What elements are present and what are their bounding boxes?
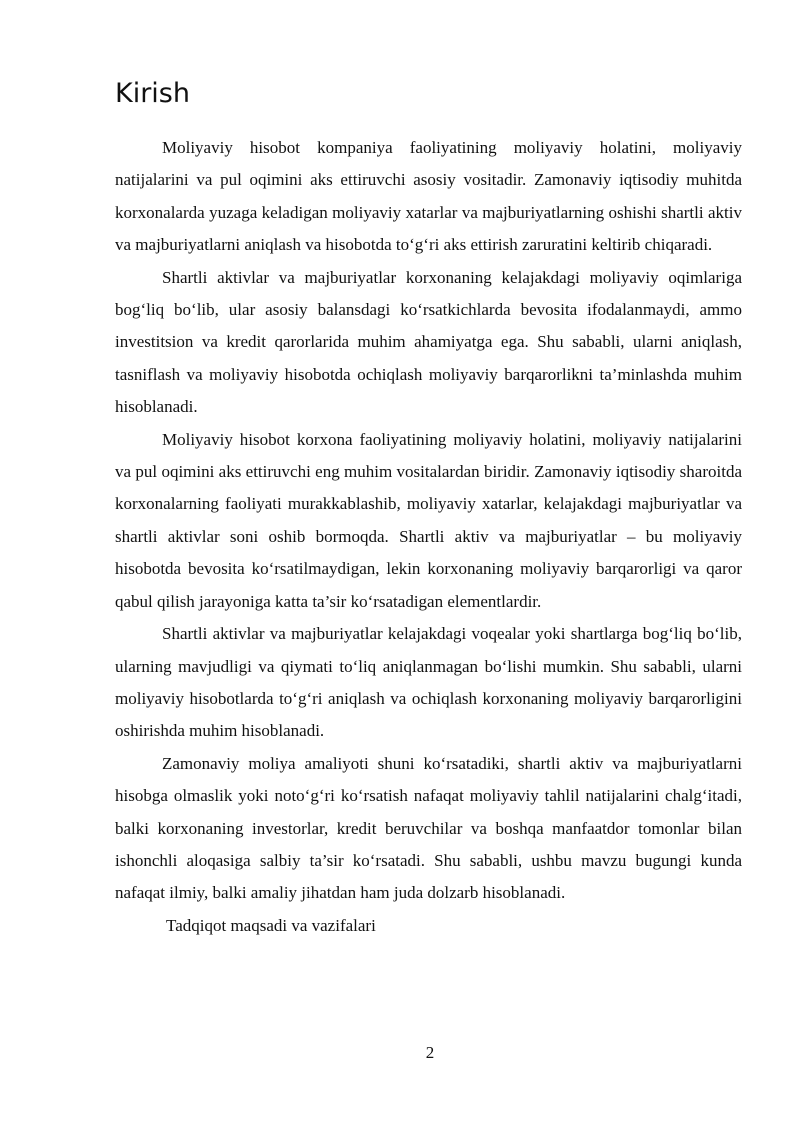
- paragraph: Moliyaviy hisobot korxona faoliyatining moliyaviy holatini, moliyaviy natijalarini va pul oqimini aks ettiruvchi eng muhim vositalardan biridir. Zamonaviy iqtisodiy sharoitda korxonalarning faoliyati murakkablashib, moliyaviy xatarlar, kelajakdagi majburiyatlar va shartli aktivlar soni oshib bormoqda. Shartli aktiv va majburiyatlar – bu moliyaviy hisobotda bevosita ko‘rsatilmaydigan, lekin korxonaning moliyaviy barqarorligi va qaror qabul qilish jarayoniga katta ta’sir ko‘rsatadigan elementlardir.: [115, 429, 742, 611]
- paragraph: Zamonaviy moliya amaliyoti shuni ko‘rsatadiki, shartli aktiv va majburiyatlarni hisobga olmaslik yoki noto‘g‘ri ko‘rsatish nafaqat moliyaviy tahlil natijalarini chalg‘itadi, balki korxonaning investorlar, kredit beruvchilar va boshqa manfaatdor tomonlar bilan ishonchli aloqasiga salbiy ta’sir ko‘rsatadi. Shu sababli, ushbu mavzu bugungi kunda nafaqat ilmiy, balki amaliy jihatdan ham juda dolzarb hisoblanadi.: [115, 753, 742, 903]
- page-number: 2: [425, 1043, 435, 1062]
- body-text: [115, 132, 742, 942]
- paragraph: Shartli aktivlar va majburiyatlar kelajakdagi voqealar yoki shartlarga bog‘liq bo‘lib, ularning mavjudligi va qiymati to‘liq aniqlanmagan bo‘lishi mumkin. Shu sababli, ularni moliyaviy hisobotlarda to‘g‘ri aniqlash va ochiqlash korxonaning moliyaviy barqarorligini oshirishda muhim hisoblanadi.: [115, 624, 742, 741]
- paragraph: Moliyaviy hisobot kompaniya faoliyatining moliyaviy holatini, moliyaviy natijalarini va pul oqimini aks ettiruvchi asosiy vositadir. Zamonaviy iqtisodiy muhitda korxonalarda yuzaga keladigan moliyaviy xatarlar va majburiyatlarning oshishi shartli aktiv va majburiyatlarni aniqlash va hisobotda to‘g‘ri aks ettirish zaruratini keltirib chiqaradi.: [115, 138, 742, 255]
- section-heading: Kirish: [115, 78, 190, 109]
- paragraph: Shartli aktivlar va majburiyatlar korxonaning kelajakdagi moliyaviy oqimlariga bog‘liq bo‘lib, ular asosiy balansdagi ko‘rsatkichlarda bevosita ifodalanmaydi, ammo investitsion va kredit qarorlarida muhim ahamiyatga ega. Shu sababli, ularni aniqlash, tasniflash va moliyaviy hisobotda ochiqlash moliyaviy barqarorlikni ta’minlashda muhim hisoblanadi.: [115, 267, 742, 417]
- subsection-heading: Tadqiqot maqsadi va vazifalari: [166, 915, 376, 935]
